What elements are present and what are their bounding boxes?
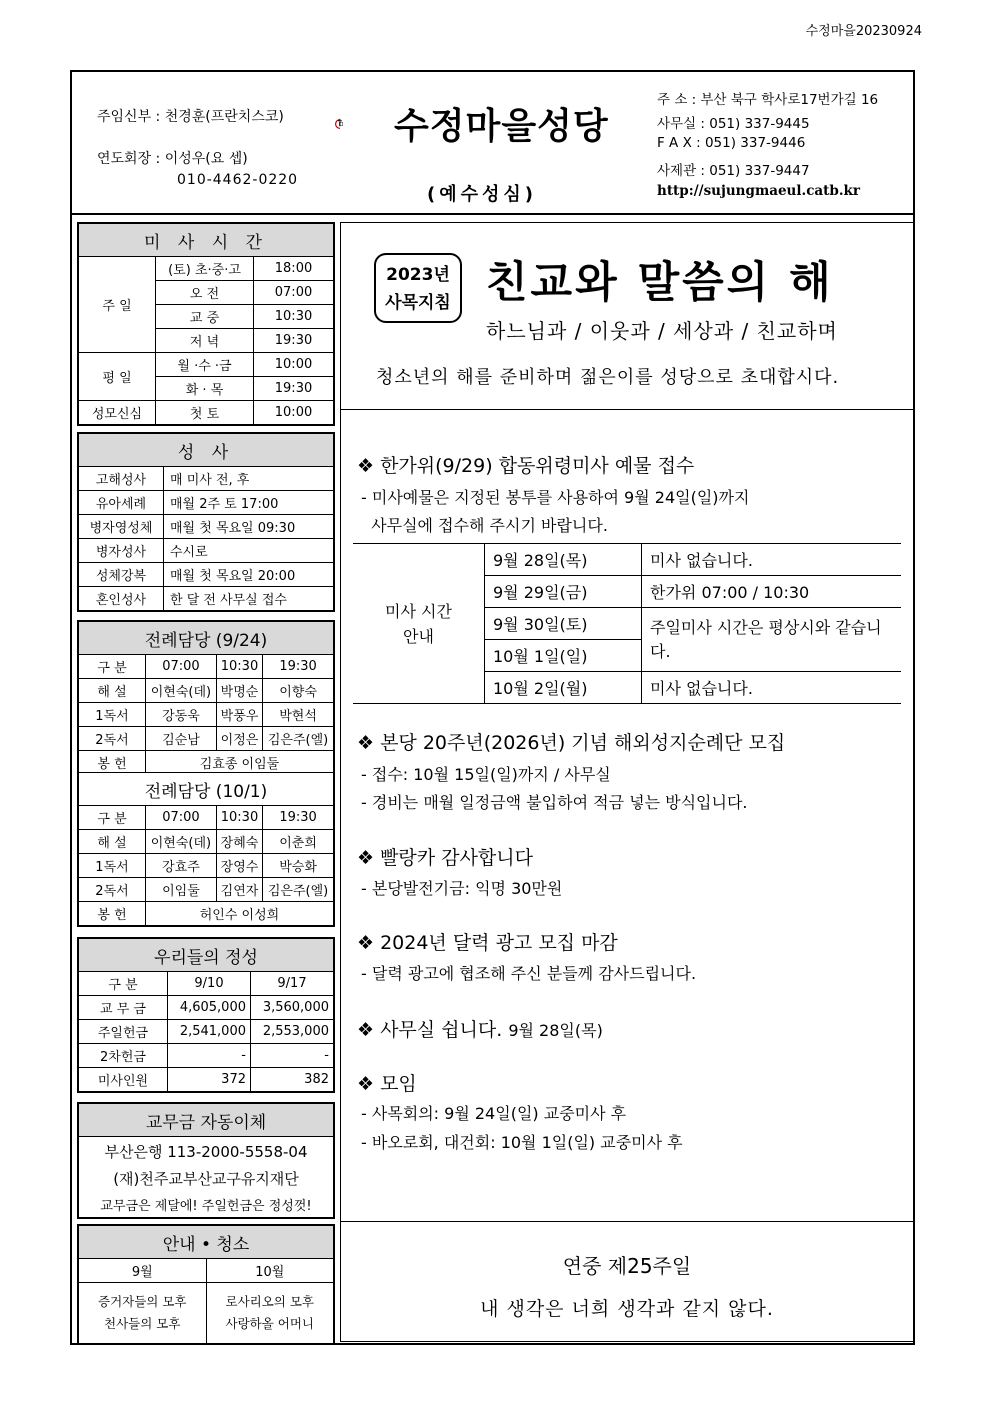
liturgy-cell: 박풍우 (216, 703, 262, 727)
liturgy-cell: 김순남 (146, 727, 217, 751)
badge-year: 2023년 (386, 265, 450, 285)
mass-slot: 화 · 목 (156, 377, 254, 401)
offerings-value: 382 (251, 1068, 334, 1092)
notice-title: ❖ 사무실 쉽니다. (357, 1019, 503, 1041)
notice-date: 9월 28일(목) (508, 1021, 603, 1040)
sacrament-name: 고해성사 (79, 467, 164, 491)
liturgy-role: 2독서 (79, 878, 146, 902)
cleaning-september (79, 1283, 207, 1344)
mass-times-box (77, 222, 335, 426)
cleaning-group: 천사들의 모후 (104, 1316, 181, 1331)
liturgy-cell: 이임둘 (146, 878, 217, 902)
liturgy-cell: 김연자 (216, 878, 262, 902)
mass-slot: 월 ·수 ·금 (156, 353, 254, 377)
liturgy-role: 봉 헌 (79, 902, 146, 926)
notice-title: ❖ 2024년 달력 광고 모집 마감 (357, 932, 618, 954)
offerings-box (77, 937, 335, 1093)
liturgy-cell: 강동욱 (146, 703, 217, 727)
mass-guide-label (353, 544, 485, 704)
offerings-header: 9/10 (168, 972, 251, 996)
liturgy-cell: 김은주(엘) (263, 878, 334, 902)
offerings-label: 2차헌금 (79, 1044, 168, 1068)
liturgy-header: 구 분 (79, 806, 146, 830)
liturgy-box-0924 (77, 620, 335, 776)
notice-line: - 달력 광고에 협조해 주신 분들께 감사드립니다. (361, 964, 697, 983)
auto-transfer-title: 교무금 자동이체 (79, 1104, 334, 1137)
mass-slot: (토) 초·중·고 (156, 257, 254, 281)
mass-slot: 저 녁 (156, 329, 254, 353)
cleaning-group: 로사리오의 모후 (225, 1294, 314, 1309)
liturgy-cell: 이현숙(데) (146, 679, 217, 703)
liturgy-header: 19:30 (263, 655, 334, 679)
chair-phone: 010-4462-0220 (177, 172, 299, 188)
liturgy-cell: 이향숙 (263, 679, 334, 703)
main-content (340, 222, 914, 1342)
mass-times-title: 미 사 시 간 (79, 224, 334, 257)
auto-transfer-box (77, 1102, 335, 1219)
pastoral-subtheme: 하느님과 / 이웃과 / 세상과 / 친교하며 (486, 319, 838, 343)
mass-guide-date: 10월 1일(일) (485, 640, 642, 672)
liturgy-cell: 박명순 (216, 679, 262, 703)
liturgy-cell: 이춘희 (263, 830, 334, 854)
liturgy-cell: 강효주 (146, 854, 217, 878)
liturgy-title: 전례담당 (10/1) (79, 773, 334, 806)
sacrament-name: 혼인성사 (79, 587, 164, 611)
header (72, 72, 913, 215)
bulletin-frame (70, 70, 915, 1345)
youth-invite: 청소년의 해를 준비하며 젊은이를 성당으로 초대합시다. (376, 367, 840, 388)
liturgy-header: 구 분 (79, 655, 146, 679)
motto: (예수성심) (427, 184, 538, 205)
mass-time: 10:00 (254, 353, 334, 377)
sacrament-value: 매월 첫 목요일 20:00 (164, 563, 334, 587)
notice-line: - 접수: 10월 15일(일)까지 / 사무실 (361, 765, 611, 784)
liturgy-header: 19:30 (263, 806, 334, 830)
sacrament-name: 성체강복 (79, 563, 164, 587)
cleaning-group: 사랑하올 어머니 (225, 1316, 314, 1331)
notice-line: - 본당발전기금: 익명 30만원 (361, 879, 563, 898)
rectory-phone: 사제관 : 051) 337-9447 (657, 163, 810, 179)
offerings-header: 9/17 (251, 972, 334, 996)
chair-line: 연도회장 : 이성우(요 셉) (97, 151, 248, 167)
mass-guide-note: 미사 없습니다. (642, 544, 902, 576)
liturgy-role: 1독서 (79, 854, 146, 878)
liturgy-role: 봉 헌 (79, 751, 146, 775)
badge-label: 사목지침 (385, 293, 451, 313)
liturgy-title: 전례담당 (9/24) (79, 622, 334, 655)
mass-guide-note: 한가위 07:00 / 10:30 (642, 576, 902, 608)
liturgy-header: 10:30 (216, 806, 262, 830)
mass-time: 19:30 (254, 377, 334, 401)
liturgy-role: 2독서 (79, 727, 146, 751)
sacrament-value: 수시로 (164, 539, 334, 563)
offerings-label: 교 무 금 (79, 996, 168, 1020)
mass-time: 10:30 (254, 305, 334, 329)
notice-line: - 경비는 매월 일정금액 불입하여 적금 넣는 방식입니다. (361, 793, 748, 812)
transfer-note: 교무금은 제달에! 주일헌금은 정성껏! (79, 1191, 334, 1218)
sacrament-value: 매 미사 전, 후 (164, 467, 334, 491)
pastoral-badge (374, 253, 462, 323)
sunday-label: 주 일 (79, 257, 156, 353)
mass-guide-label-2: 안내 (403, 626, 434, 646)
mass-slot: 교 중 (156, 305, 254, 329)
weekday-label: 평 일 (79, 353, 156, 401)
website-link[interactable]: http://sujungmaeul.catb.kr (657, 183, 861, 199)
offerings-value: 4,605,000 (168, 996, 251, 1020)
sacrament-value: 매월 첫 목요일 09:30 (164, 515, 334, 539)
liturgy-cell: 장영수 (216, 854, 262, 878)
liturgy-cell: 박승화 (263, 854, 334, 878)
sunday-title: 연중 제25주일 (562, 1254, 692, 1278)
offerings-value: 372 (168, 1068, 251, 1092)
sacrament-name: 병자영성체 (79, 515, 164, 539)
liturgy-offering: 허인수 이성희 (146, 902, 334, 926)
sacrament-name: 유아세례 (79, 491, 164, 515)
mass-time: 07:00 (254, 281, 334, 305)
liturgy-role: 1독서 (79, 703, 146, 727)
notice-line: - 미사예물은 지정된 봉투를 사용하여 9월 24일(일)까지 (361, 488, 750, 507)
address: 주 소 : 부산 북구 학사로17번가길 16 (657, 92, 879, 108)
church-logo-icon (334, 94, 394, 154)
mass-guide-note: 주일미사 시간은 평상시와 같습니다. (642, 608, 902, 672)
cleaning-title: 안내 • 청소 (79, 1226, 334, 1259)
offerings-value: - (168, 1044, 251, 1068)
notice-office-closed (357, 1015, 603, 1042)
notice-title: ❖ 모임 (357, 1073, 417, 1095)
fax-number: F A X : 051) 337-9446 (657, 135, 806, 151)
offerings-title: 우리들의 정성 (79, 939, 334, 972)
mass-time: 19:30 (254, 329, 334, 353)
liturgy-header: 07:00 (146, 655, 217, 679)
cleaning-month: 10월 (206, 1259, 334, 1283)
notice-line: - 사목회의: 9월 24일(일) 교중미사 후 (361, 1104, 627, 1123)
offerings-label: 미사인원 (79, 1068, 168, 1092)
mass-guide-table (353, 543, 901, 704)
offerings-header: 구 분 (79, 972, 168, 996)
footer (341, 1221, 913, 1342)
liturgy-role: 해 설 (79, 679, 146, 703)
liturgy-cell: 박현석 (263, 703, 334, 727)
liturgy-offering: 김효종 이임둘 (146, 751, 334, 775)
sacraments-title: 성 사 (79, 434, 334, 467)
notice-line: - 바오로회, 대건회: 10월 1일(일) 교중미사 후 (361, 1133, 683, 1152)
liturgy-cell: 이정은 (216, 727, 262, 751)
church-name: 수정마을성당 (394, 106, 609, 147)
sunday-verse: 내 생각은 너희 생각과 같지 않다. (480, 1298, 774, 1320)
mass-time: 18:00 (254, 257, 334, 281)
mass-slot: 첫 토 (156, 401, 254, 425)
notice-line: 사무실에 접수해 주시기 바랍니다. (361, 516, 608, 535)
sacraments-box (77, 432, 335, 612)
liturgy-header: 07:00 (146, 806, 217, 830)
offerings-value: - (251, 1044, 334, 1068)
mass-guide-note: 미사 없습니다. (642, 672, 902, 704)
cleaning-group: 증거자들의 모후 (98, 1294, 187, 1309)
notice-title: ❖ 본당 20주년(2026년) 기념 해외성지순례단 모집 (357, 732, 786, 754)
cleaning-box (77, 1224, 335, 1345)
mass-slot: 오 전 (156, 281, 254, 305)
document-id: 수정마을20230924 (805, 24, 922, 39)
bank-account: 부산은행 113-2000-5558-04 (79, 1137, 334, 1166)
sacrament-value: 한 달 전 사무실 접수 (164, 587, 334, 611)
cleaning-october (206, 1283, 334, 1344)
account-holder: (재)천주교부산교구유지재단 (79, 1165, 334, 1191)
liturgy-cell: 이현숙(데) (146, 830, 217, 854)
offerings-value: 3,560,000 (251, 996, 334, 1020)
mass-guide-date: 9월 30일(토) (485, 608, 642, 640)
pastoral-banner (341, 223, 913, 410)
notice-title: ❖ 빨랑카 감사합니다 (357, 847, 533, 869)
liturgy-box-1001 (77, 772, 335, 927)
liturgy-role: 해 설 (79, 830, 146, 854)
mass-time: 10:00 (254, 401, 334, 425)
office-phone: 사무실 : 051) 337-9445 (657, 116, 810, 132)
mass-guide-date: 9월 28일(목) (485, 544, 642, 576)
mass-guide-date: 9월 29일(금) (485, 576, 642, 608)
offerings-value: 2,553,000 (251, 1020, 334, 1044)
mass-guide-date: 10월 2일(월) (485, 672, 642, 704)
liturgy-header: 10:30 (216, 655, 262, 679)
sacrament-name: 병자성사 (79, 539, 164, 563)
mary-label: 성모신심 (79, 401, 156, 425)
notice-title: ❖ 한가위(9/29) 합동위령미사 예물 접수 (357, 455, 695, 477)
liturgy-cell: 장혜숙 (216, 830, 262, 854)
cleaning-month: 9월 (79, 1259, 207, 1283)
liturgy-cell: 김은주(엘) (263, 727, 334, 751)
mass-guide-label-1: 미사 시간 (385, 601, 452, 621)
pastor-line: 주임신부 : 천경훈(프란치스코) (97, 109, 284, 125)
pastoral-theme: 친교와 말씀의 해 (486, 258, 834, 308)
offerings-label: 주일헌금 (79, 1020, 168, 1044)
offerings-value: 2,541,000 (168, 1020, 251, 1044)
sacrament-value: 매월 2주 토 17:00 (164, 491, 334, 515)
